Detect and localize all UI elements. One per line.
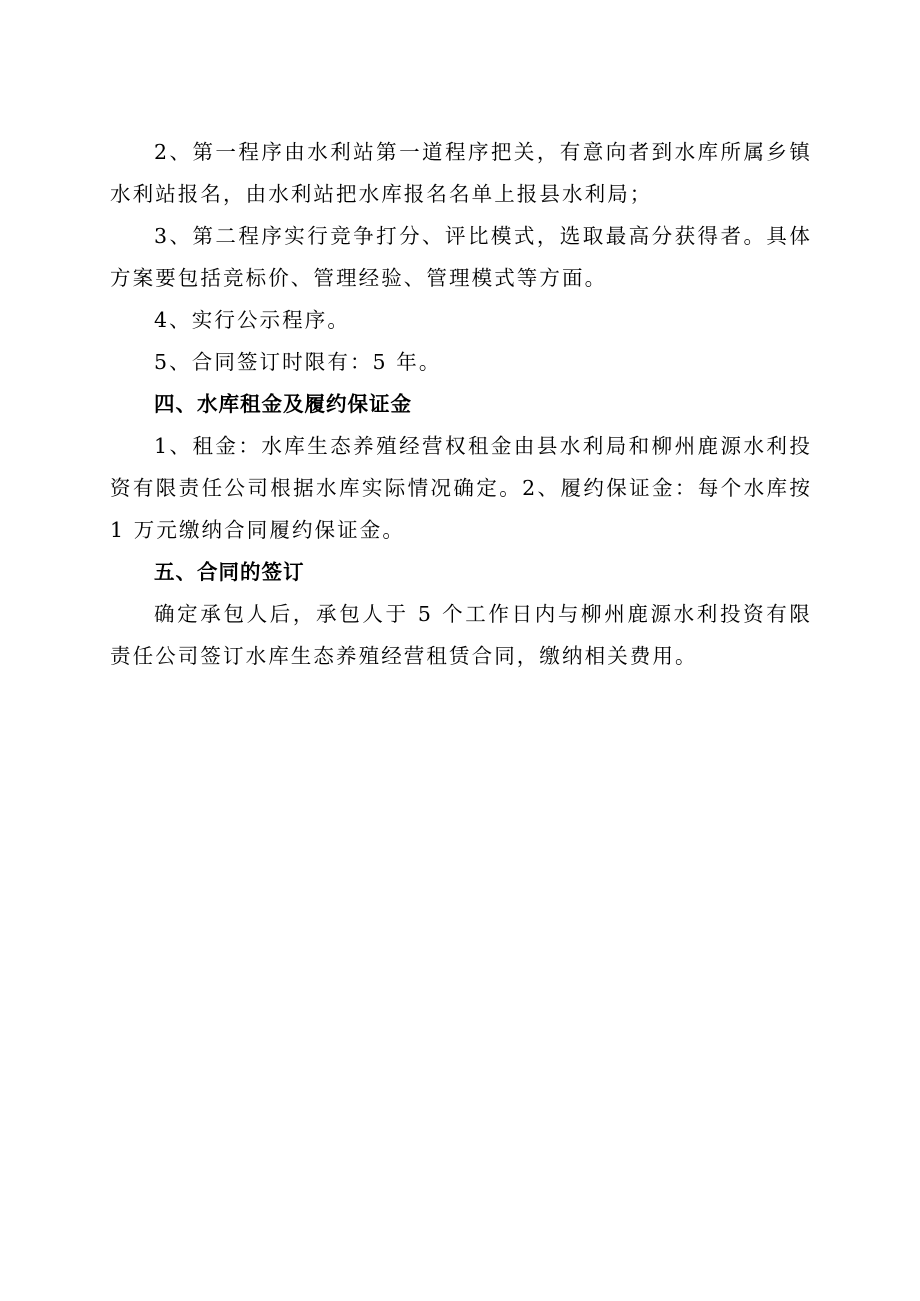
- section-rent-deposit-text: 1、租金：水库生态养殖经营权租金由县水利局和柳州鹿源水利投资有限责任公司根据水库实际情况确定。2、履约保证金：每个水库按 1 万元缴纳合同履约保证金。: [110, 434, 812, 542]
- document-body: [110, 131, 812, 677]
- procedure-item-5: 5、合同签订时限有：5 年。: [154, 350, 442, 374]
- procedure-item-4: 4、实行公示程序。: [154, 308, 350, 332]
- section-heading-rent-deposit: 四、水库租金及履约保证金: [154, 392, 412, 416]
- procedure-item-3: 3、第二程序实行竞争打分、评比模式，选取最高分获得者。具体方案要包括竞标价、管理经验、管理模式等方面。: [110, 224, 812, 290]
- procedure-item-2: 2、第一程序由水利站第一道程序把关，有意向者到水库所属乡镇水利站报名，由水利站把水库报名名单上报县水利局；: [110, 140, 812, 206]
- section-contract-signing-text: 确定承包人后，承包人于 5 个工作日内与柳州鹿源水利投资有限责任公司签订水库生态养殖经营租赁合同，缴纳相关费用。: [110, 602, 812, 668]
- section-heading-contract-signing: 五、合同的签订: [154, 560, 305, 584]
